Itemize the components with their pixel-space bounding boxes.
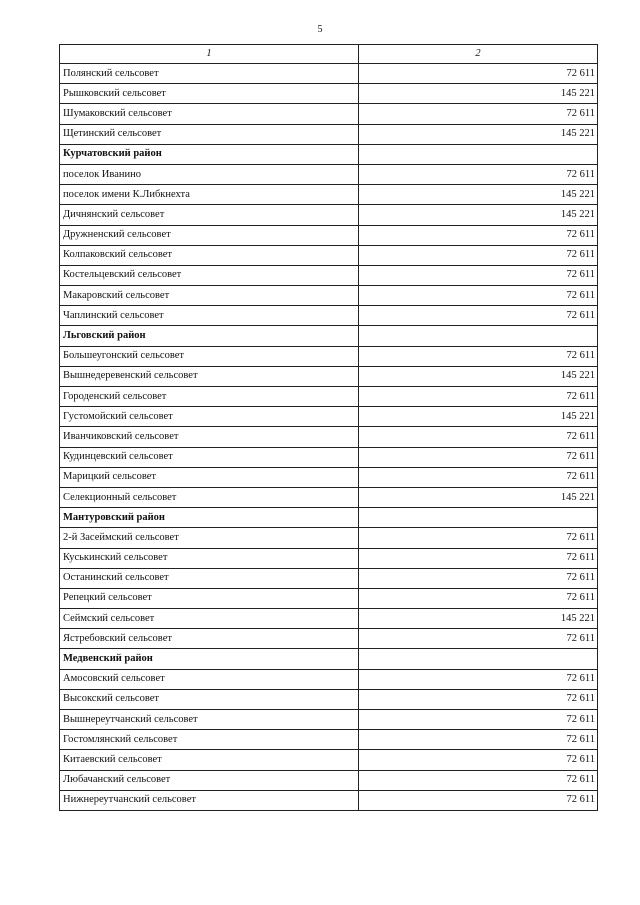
amount-value: [359, 144, 598, 164]
table-row: [60, 225, 598, 245]
table-row: [60, 185, 598, 205]
table-row: [60, 770, 598, 790]
settlement-name: 2-й Засеймский сельсовет: [60, 528, 359, 548]
amount-value: 72 611: [359, 306, 598, 326]
amount-value: 72 611: [359, 286, 598, 306]
amount-value: 72 611: [359, 548, 598, 568]
amount-value: 72 611: [359, 629, 598, 649]
table-row: [60, 750, 598, 770]
table-row: [60, 669, 598, 689]
district-name: Мантуровский район: [60, 508, 359, 528]
settlement-name: Чаплинский сельсовет: [60, 306, 359, 326]
amount-value: 72 611: [359, 750, 598, 770]
settlement-name: Дружненский сельсовет: [60, 225, 359, 245]
page-number: 5: [317, 24, 323, 35]
settlement-name: Густомойский сельсовет: [60, 407, 359, 427]
settlement-name: Полянский сельсовет: [60, 64, 359, 84]
district-name: Курчатовский район: [60, 144, 359, 164]
table-row: [60, 588, 598, 608]
amount-value: 72 611: [359, 387, 598, 407]
table-row: [60, 104, 598, 124]
table-row: [60, 487, 598, 507]
amount-value: 145 221: [359, 366, 598, 386]
table-row: [60, 124, 598, 144]
amount-value: 72 611: [359, 164, 598, 184]
amount-value: 145 221: [359, 609, 598, 629]
settlement-name: Шумаковский сельсовет: [60, 104, 359, 124]
settlement-name: Любачанский сельсовет: [60, 770, 359, 790]
settlement-name: Китаевский сельсовет: [60, 750, 359, 770]
table-body: [60, 64, 598, 811]
settlement-name: поселок Иванино: [60, 164, 359, 184]
table-header-row: [60, 45, 598, 64]
column-header-1: 1: [60, 45, 359, 64]
district-header-row: [60, 649, 598, 669]
table-row: [60, 366, 598, 386]
settlement-name: Городенский сельсовет: [60, 387, 359, 407]
amount-value: 72 611: [359, 528, 598, 548]
settlement-name: Останинский сельсовет: [60, 568, 359, 588]
district-name: Медвенский район: [60, 649, 359, 669]
table-row: [60, 710, 598, 730]
settlement-name: Костельцевский сельсовет: [60, 265, 359, 285]
table-row: [60, 790, 598, 810]
amount-value: [359, 326, 598, 346]
table-row: [60, 84, 598, 104]
amount-value: 145 221: [359, 487, 598, 507]
settlement-name: Нижнереутчанский сельсовет: [60, 790, 359, 810]
table-row: [60, 205, 598, 225]
amount-value: 72 611: [359, 730, 598, 750]
settlement-name: Марицкий сельсовет: [60, 467, 359, 487]
amount-value: 72 611: [359, 225, 598, 245]
amount-value: 72 611: [359, 447, 598, 467]
amount-value: 145 221: [359, 185, 598, 205]
amount-value: 72 611: [359, 770, 598, 790]
table-row: [60, 346, 598, 366]
table-row: [60, 64, 598, 84]
settlement-name: Гостомлянский сельсовет: [60, 730, 359, 750]
amount-value: 145 221: [359, 205, 598, 225]
amount-value: 72 611: [359, 265, 598, 285]
table-row: [60, 568, 598, 588]
settlement-name: поселок имени К.Либкнехта: [60, 185, 359, 205]
settlement-name: Макаровский сельсовет: [60, 286, 359, 306]
amount-value: 72 611: [359, 710, 598, 730]
district-header-row: [60, 508, 598, 528]
settlement-name: Кудинцевский сельсовет: [60, 447, 359, 467]
settlement-name: Дичнянский сельсовет: [60, 205, 359, 225]
settlement-name: Щетинский сельсовет: [60, 124, 359, 144]
settlement-name: Высокский сельсовет: [60, 689, 359, 709]
table-row: [60, 407, 598, 427]
table-row: [60, 609, 598, 629]
amount-value: 72 611: [359, 346, 598, 366]
amount-value: 145 221: [359, 407, 598, 427]
table-row: [60, 467, 598, 487]
table-row: [60, 427, 598, 447]
column-header-2: 2: [359, 45, 598, 64]
settlement-name: Рышковский сельсовет: [60, 84, 359, 104]
table-row: [60, 689, 598, 709]
amount-value: 145 221: [359, 84, 598, 104]
district-name: Льговский район: [60, 326, 359, 346]
amount-value: 72 611: [359, 790, 598, 810]
table-row: [60, 730, 598, 750]
amount-value: 72 611: [359, 427, 598, 447]
amount-value: [359, 649, 598, 669]
amount-value: 72 611: [359, 104, 598, 124]
table-row: [60, 265, 598, 285]
settlement-name: Иванчиковский сельсовет: [60, 427, 359, 447]
district-header-row: [60, 326, 598, 346]
table-row: [60, 245, 598, 265]
amount-value: 72 611: [359, 689, 598, 709]
settlement-name: Вышнереутчанский сельсовет: [60, 710, 359, 730]
settlement-name: Ястребовский сельсовет: [60, 629, 359, 649]
settlement-name: Селекционный сельсовет: [60, 487, 359, 507]
table-row: [60, 286, 598, 306]
allocation-table: [59, 44, 598, 811]
amount-value: 72 611: [359, 568, 598, 588]
settlement-name: Большеугонский сельсовет: [60, 346, 359, 366]
table-row: [60, 387, 598, 407]
table-row: [60, 629, 598, 649]
table-row: [60, 447, 598, 467]
settlement-name: Колпаковский сельсовет: [60, 245, 359, 265]
settlement-name: Репецкий сельсовет: [60, 588, 359, 608]
settlement-name: Сеймский сельсовет: [60, 609, 359, 629]
amount-value: 72 611: [359, 64, 598, 84]
table-row: [60, 306, 598, 326]
settlement-name: Вышнедеревенский сельсовет: [60, 366, 359, 386]
amount-value: 72 611: [359, 669, 598, 689]
district-header-row: [60, 144, 598, 164]
settlement-name: Куськинский сельсовет: [60, 548, 359, 568]
table-row: [60, 528, 598, 548]
amount-value: 72 611: [359, 588, 598, 608]
settlement-name: Амосовский сельсовет: [60, 669, 359, 689]
amount-value: 72 611: [359, 467, 598, 487]
amount-value: 72 611: [359, 245, 598, 265]
table-row: [60, 164, 598, 184]
amount-value: [359, 508, 598, 528]
amount-value: 145 221: [359, 124, 598, 144]
table-row: [60, 548, 598, 568]
